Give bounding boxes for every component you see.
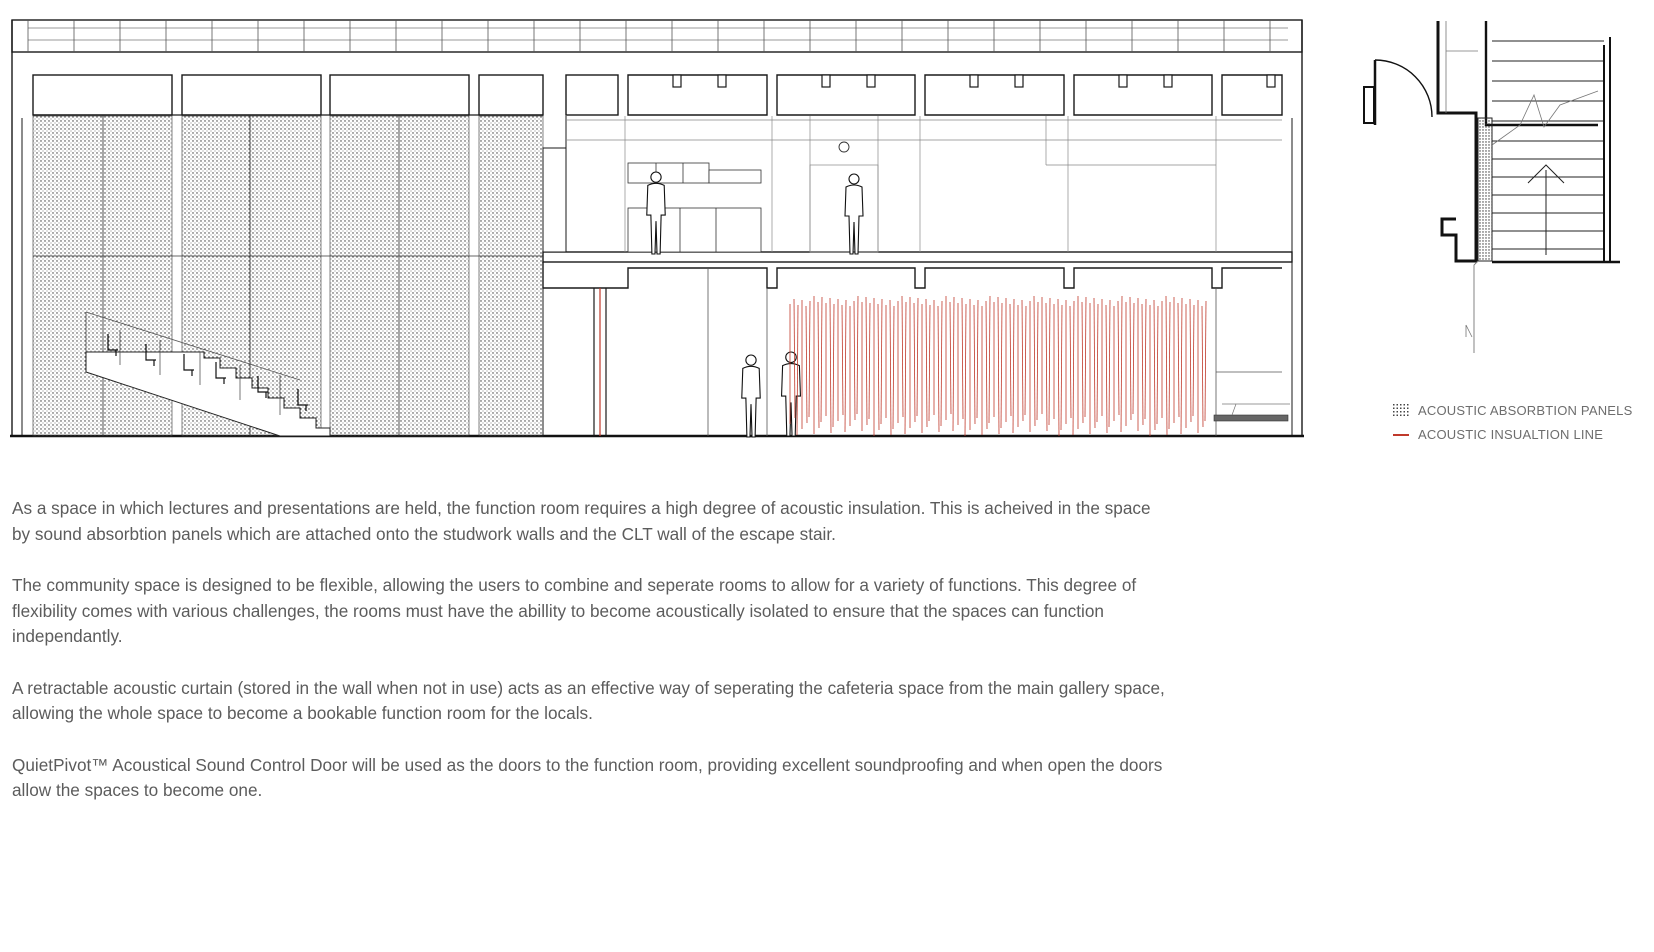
building-section-drawing	[0, 0, 1310, 470]
legend-item-insulation-line	[1392, 422, 1632, 446]
stair-plan-detail	[1350, 15, 1654, 375]
legend-item-absorption-panels	[1392, 398, 1632, 422]
paragraph-retractable-curtain: A retractable acoustic curtain (stored in the wall when not in use) acts as an effective way of seperating the cafeteria space from the main gallery space, allowing the whole space to become a bookable function room for the locals.	[12, 677, 1165, 723]
paragraph-flexible-space: The community space is designed to be flexible, allowing the users to combine and seperate rooms to allow for a variety of functions. This degree of flexibility comes with various challenges, the rooms must have the abillity to become acoustically isolated to ensure that the spaces can function independantly.	[12, 575, 1137, 646]
paragraph-acoustic-insulation: As a space in which lectures and presentations are held, the function room requires a high degree of acoustic insulation. This is acheived in the space by sound absorbtion panels which are attached onto the studwork walls and the CLT wall of the escape stair.	[12, 498, 1151, 544]
legend-label: ACOUSTIC INSUALTION LINE	[1418, 426, 1604, 442]
dotted-pattern-swatch-icon	[1392, 403, 1410, 417]
legend-label: ACOUSTIC ABSORBTION PANELS	[1418, 402, 1633, 418]
drawing-legend	[1392, 398, 1632, 446]
paragraph-sound-control-door: QuietPivot™ Acoustical Sound Control Door will be used as the doors to the function room, providing excellent soundproofing and when open the doors allow the spaces to become one.	[12, 754, 1163, 800]
red-line-swatch-icon	[1392, 427, 1410, 441]
description-text	[12, 496, 1172, 830]
